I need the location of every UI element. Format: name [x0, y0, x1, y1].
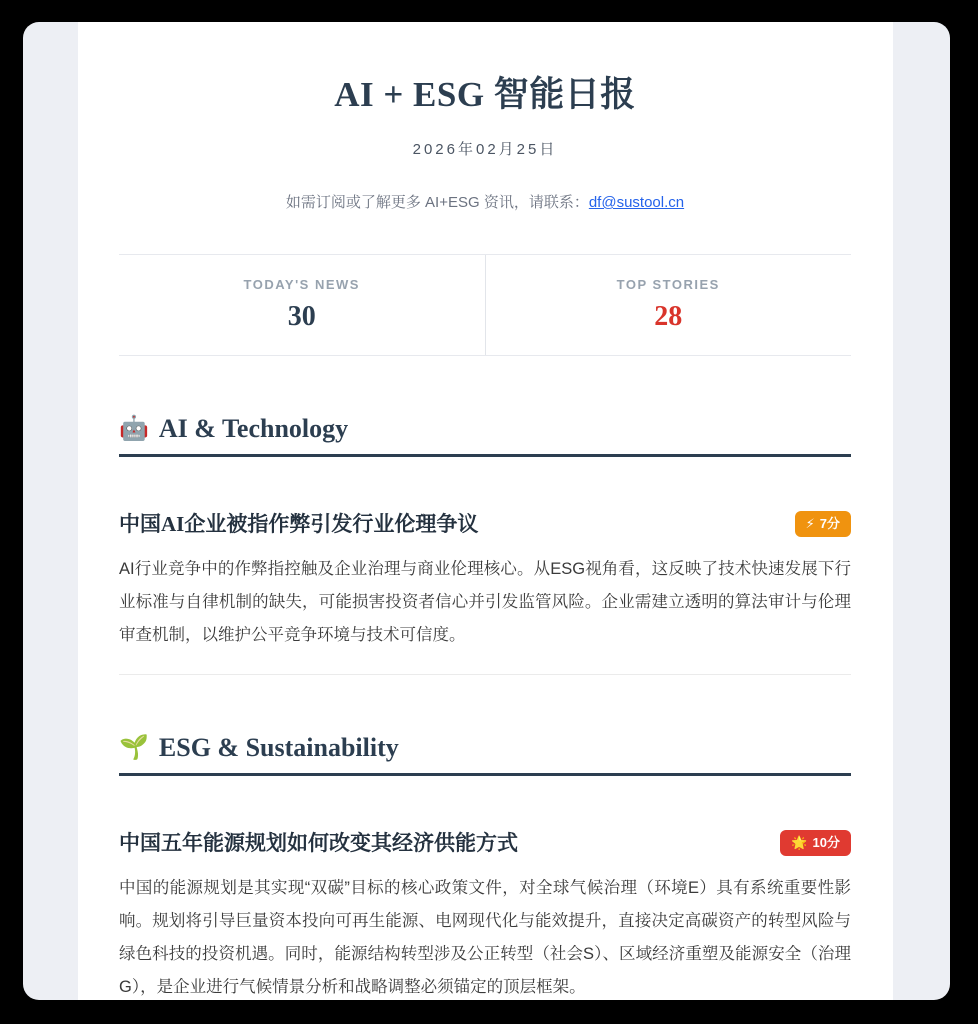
article-title: 中国AI企业被指作弊引发行业伦理争议 [119, 512, 479, 536]
newsletter-sheet [78, 22, 893, 1000]
stat-value: 28 [654, 301, 683, 332]
article-divider [119, 674, 851, 675]
stat-todays-news [119, 255, 485, 355]
section-header [119, 732, 851, 776]
section-header [119, 413, 851, 457]
page-title: AI + ESG 智能日报 [334, 75, 636, 114]
newsletter-window [23, 22, 950, 1000]
section-ai-technology [119, 413, 851, 675]
stat-value: 30 [287, 301, 316, 332]
lightning-icon: ⚡ [805, 516, 815, 531]
subscribe-line [119, 193, 851, 213]
score-badge [795, 511, 851, 537]
stat-label: TODAY'S NEWS [243, 277, 360, 292]
article-summary: 中国的能源规划是其实现“双碳”目标的核心政策文件，对全球气候治理（环境E）具有系统重要性影响。规划将引导巨量资本投向可再生能源、电网现代化与能效提升，直接决定高碳资产的转型风险与绿色科技的投资机遇。同时，能源结构转型涉及公正转型（社会S）、区域经济重塑及能源安全（治理G），是企业进行气候情景分析和战略调整必须锚定的顶层框架。 [119, 879, 851, 996]
newsletter-header [119, 22, 851, 213]
stats-row [119, 254, 851, 356]
stat-top-stories [485, 255, 852, 355]
article [119, 509, 851, 675]
score-text: 10分 [812, 835, 840, 850]
article-summary: AI行业竞争中的作弊指控触及企业治理与商业伦理核心。从ESG视角看，这反映了技术快速发展下行业标准与自律机制的缺失，可能损害投资者信心并引发监管风险。企业需建立透明的算法审计与伦理审查机制，以维护公平竞争环境与技术可信度。 [119, 560, 851, 644]
issue-date: 2026年02月25日 [412, 141, 558, 158]
article-head [119, 509, 851, 539]
article [119, 828, 851, 1000]
article-head [119, 828, 851, 858]
score-text: 7分 [819, 516, 840, 531]
robot-icon: 🤖 [119, 415, 149, 442]
glowing-star-icon: 🌟 [791, 835, 808, 850]
contact-email-link[interactable]: df@sustool.cn [588, 194, 685, 211]
seedling-icon: 🌱 [119, 734, 149, 761]
section-title: AI & Technology [158, 414, 349, 443]
article-title: 中国五年能源规划如何改变其经济供能方式 [119, 831, 518, 855]
section-title: ESG & Sustainability [158, 733, 399, 762]
stat-label: TOP STORIES [616, 277, 720, 292]
score-badge [780, 830, 851, 856]
section-esg-sustainability [119, 732, 851, 1000]
subscribe-text: 如需订阅或了解更多 AI+ESG 资讯，请联系： [285, 194, 589, 211]
